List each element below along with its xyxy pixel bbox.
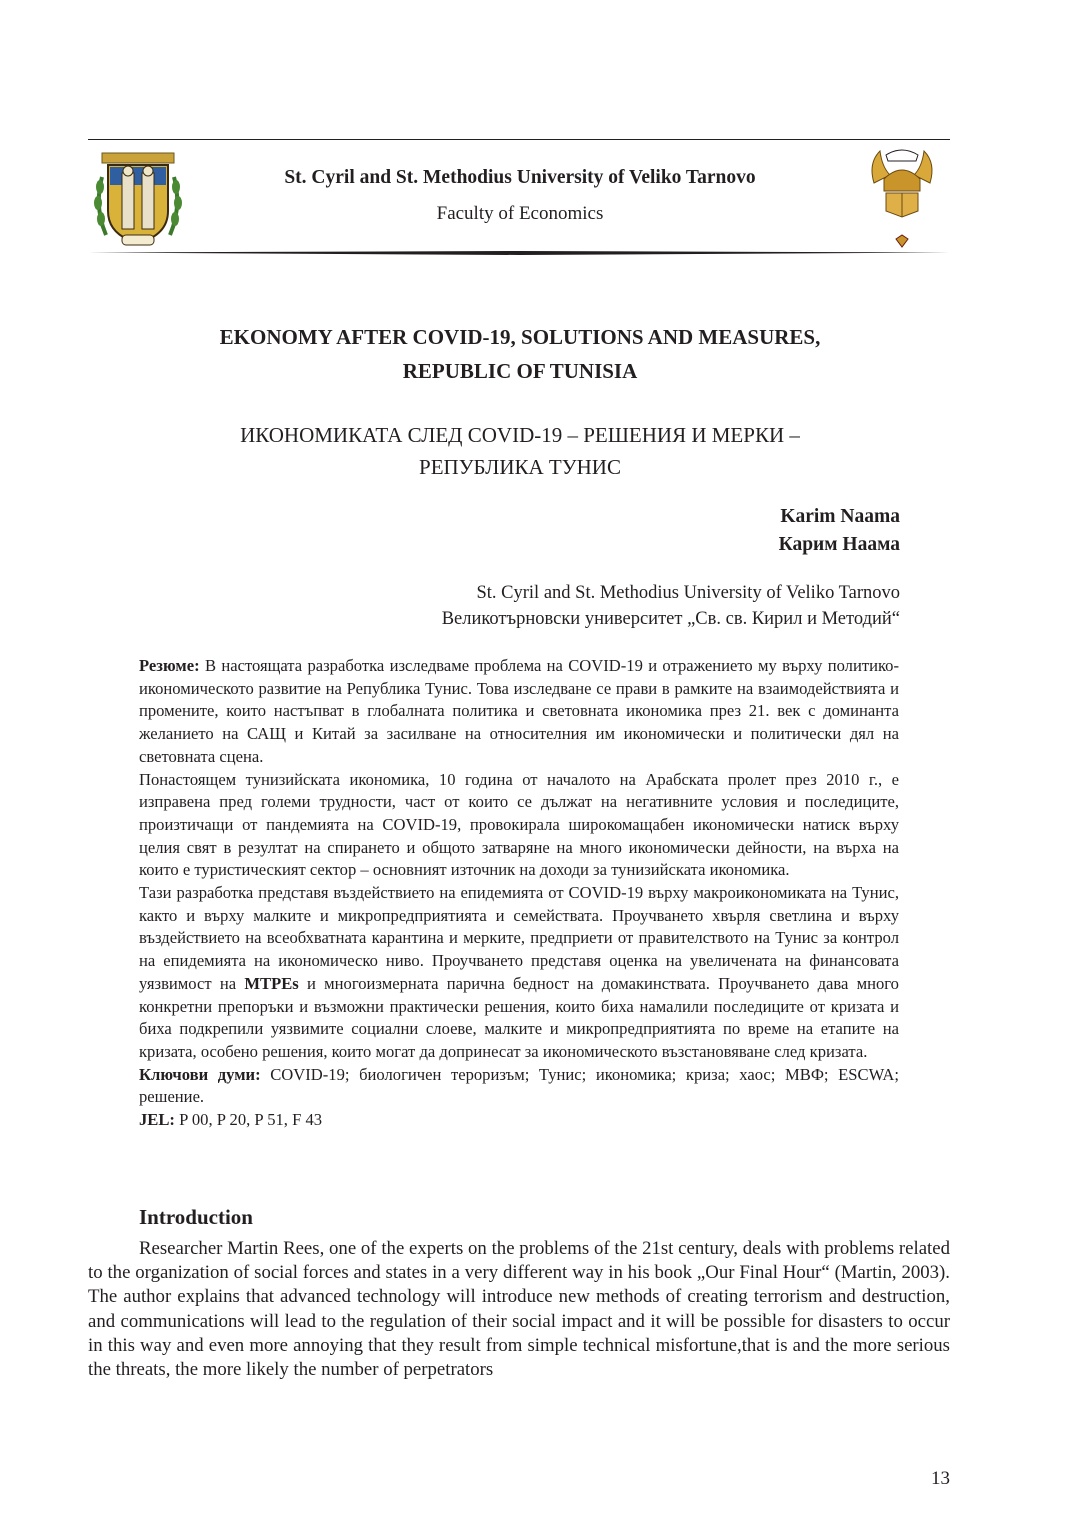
university-name: St. Cyril and St. Methodius University of Veliko Tarnovo [284, 167, 756, 188]
jel-text: P 00, P 20, P 51, F 43 [179, 1110, 323, 1130]
abstract-paragraph-2: Понастоящем тунизийската икономика, 10 година от началото на Арабската пролет през 2010 г., е изправена пред големи трудности, част от които се дължат на негативните условия и последиците, произтичащи от пандемията на COVID-19, провокирала широкомащабен икономически натиск върху целия свят в резултат на спирането и общото затваряне на много икономически дейности, на върха на които е туристическият сектор – основният източник на доходи за тунизийската икономика. [139, 769, 899, 880]
keywords [139, 1064, 899, 1109]
jel-codes [139, 1109, 899, 1132]
author-names [779, 503, 900, 559]
keywords-text: COVID-19; биологичен тероризъм; Тунис; икономика; криза; хаос; МВФ; ESCWA; решение. [139, 1064, 899, 1107]
abstract-paragraph-3 [139, 882, 899, 1064]
header-top-rule [88, 139, 950, 140]
faculty-name: Faculty of Economics [436, 203, 604, 224]
university-crest-icon [92, 147, 184, 251]
abstract [139, 655, 899, 1132]
jel-label: JEL: [139, 1110, 175, 1130]
abstract-text-1: В настоящата разработка изследваме проблема на COVID-19 и отражението му върху политико-икономическото развитие на Република Тунис. Това изследване се прави в рамките на взаимодействията и промените, които настъпват в глобалната политика и световната икономика през 21. век с доминанта желанието на САЩ и Китай за засилване на относителния им икономически и политически дял на световната сцена. [139, 656, 899, 766]
introduction-heading: Introduction [139, 1205, 253, 1229]
introduction-paragraph: Researcher Martin Rees, one of the experts on the problems of the 21st century, deals with problems related to the organization of social forces and states in a very different way in his book „Our Final Hour“ (Martin, 2003). The author explains that advanced technology will introduce new methods of creating terrorism and destruction, and communications will lead to the regulation of their social impact and it will be possible for disasters to occur in this way and even more annoying that they result from simple technical misfortune,that is and the more serious the threats, the more likely the number of perpetrators [88, 1238, 950, 1381]
title-english [130, 320, 910, 388]
title-bg-line-2: РЕПУБЛИКА ТУНИС [419, 455, 621, 479]
page-header [88, 139, 950, 256]
title-en-line-1: EKONOMY AFTER COVID-19, SOLUTIONS AND MEASURES, [219, 325, 821, 349]
keywords-label: Ключови думи: [139, 1064, 261, 1084]
title-en-line-2: REPUBLIC OF TUNISIA [402, 359, 638, 383]
header-bottom-rule [88, 251, 950, 255]
abstract-mtpes: MTPEs [244, 973, 299, 993]
abstract-text-3a: Тази разработка представя въздействието на епидемията от COVID-19 върху макроикономиката на Тунис, както и върху малките и микропредприятията и семействата. Проучването хвърля светлина и върху въздействието на всеобхватната карантина и мерките, предприети от правителството на Тунис за контрол на епидемията на икономическо ниво. Проучването представя оценка на увеличената на финансовата уязвимост на [139, 883, 899, 993]
abstract-text-3b: и многоизмерната парична бедност на домакинствата. Проучването дава много конкретни препоръки и възможни практически решения, които биха намалили последиците от кризата и биха подкрепили уязвимите социални слоеве, малките и микропредприятията по време на етапите на кризата, особено решения, които могат да допринесат за икономическото възстановяване след кризата. [139, 973, 899, 1061]
author-name-en: Karim Naama [780, 506, 900, 527]
affiliation-en: St. Cyril and St. Methodius University of Veliko Tarnovo [476, 583, 900, 603]
affiliation-bg: Великотърновски университет „Св. св. Кирил и Методий“ [441, 609, 900, 629]
title-bg-line-1: ИКОНОМИКАТА СЛЕД COVID-19 – РЕШЕНИЯ И МЕРКИ – [240, 423, 800, 447]
author-name-bg: Карим Наама [778, 534, 900, 555]
faculty-of-economics-emblem-icon [866, 143, 938, 249]
title-bulgarian [130, 419, 910, 483]
author-affiliation [442, 580, 900, 632]
page-number: 13 [931, 1468, 950, 1489]
abstract-label: Резюме: [139, 656, 200, 675]
abstract-paragraph-1 [139, 655, 899, 769]
